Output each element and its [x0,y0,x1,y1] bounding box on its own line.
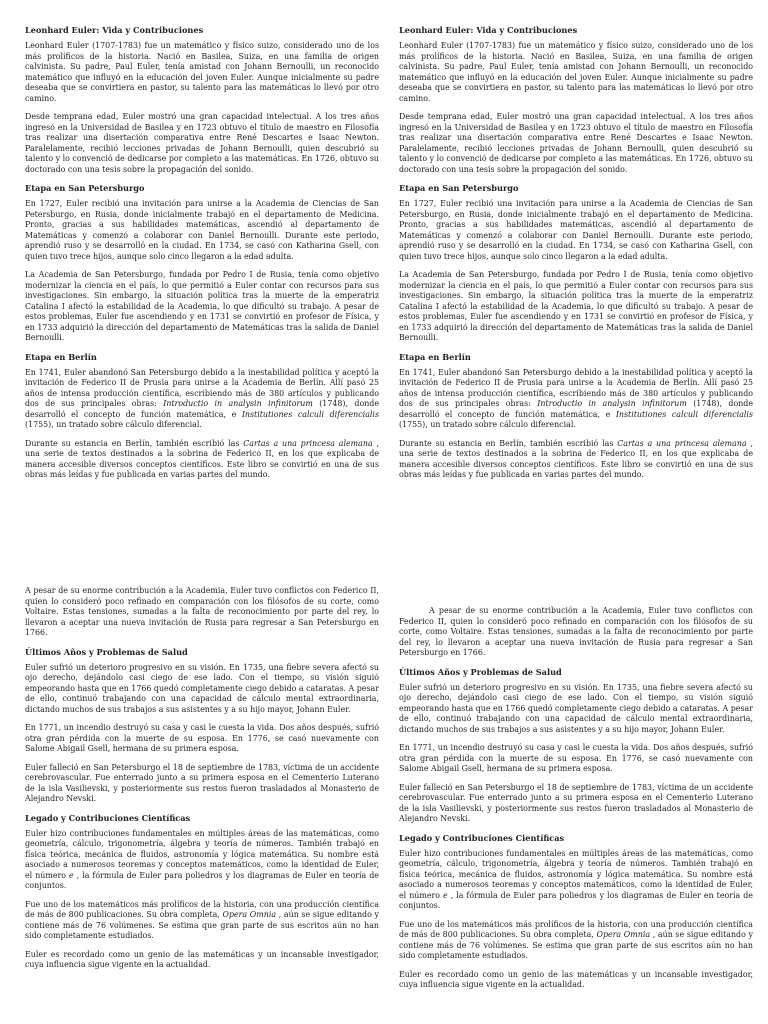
document-title: Leonhard Euler: Vida y Contribuciones [399,25,578,35]
section-heading: Últimos Años y Problemas de Salud [25,646,188,657]
document-title: Leonhard Euler: Vida y Contribuciones [25,25,204,35]
section-heading: Etapa en Berlín [25,351,97,362]
book-title: Institutiones calculi diferencialis [241,409,380,419]
paragraph: En 1771, un incendio destruyó su casa y casi le cuesta la vida. Dos años después, sufrió otra gran pérdida con la muerte de su esposa. En 1776, se casó nuevamente con Salome Abigail Gsell, hermana de su primera esposa. [399,743,753,773]
book-title: Cartas a una princesa alemana [243,438,373,448]
book-title: Opera Omnia [222,910,277,919]
text-run: Durante su estancia en Berlín, también escribió las [399,438,618,448]
text-run: (1748), donde desarrolló el concepto de función matemática, e [25,399,379,419]
paragraph [399,439,753,481]
paragraph: Euler sufrió un deterioro progresivo en su visión. En 1735, una fiebre severa afectó su ojo derecho, dejándolo casi ciego de ese lado. Con el tiempo, su visión siguió empeorando hasta que en 1766 quedó completamente ciego debido a cataratas. A pesar de ello, continuó trabajando con una capacidad de cálculo mental extraordinaria, dictando muchos de sus trabajos a sus asistentes y a su hijo mayor, Johann Euler. [25,662,379,714]
paragraph: Euler es recordado como un genio de las matemáticas y un incansable investigador, cuya influencia sigue vigente en la actualidad. [25,949,379,969]
text-run: En 1741, Euler abandonó San Petersburgo debido a la inestabilidad política y aceptó la invitación de Federico II de Prusia para unirse a la Academia de Berlín. Allí pasó 25 años de intensa producción científica, escribiendo más de 380 artículos y publicando dos de sus principales obras: [399,367,753,408]
text-run: Fue uno de los matemáticos más prolíficos de la historia, con una producción científica de más de 800 publicaciones. Su obra completa, [399,919,753,939]
math-symbol: e [443,890,448,900]
math-symbol: e [69,870,74,880]
text-run: (1755), un tratado sobre cálculo diferencial. [399,420,576,429]
section-heading: Legado y Contribuciones Científicas [25,812,191,823]
paragraph: Euler falleció en San Petersburgo el 18 de septiembre de 1783, víctima de un accidente cerebrovascular. Fue enterrado junto a su primera esposa en el Cementerio Luterano de la isla Vasilievski, y posteriormente sus restos fueron trasladados al Monasterio de Alejandro Nevski. [399,782,753,823]
document-column-top-right [399,25,753,489]
book-title: Cartas a una princesa alemana [617,438,747,448]
text-run: Euler hizo contribuciones fundamentales en múltiples áreas de las matemáticas, como geometría, cálculo, trigonometría, álgebra y teoría de números. También trabajó en física teórica, mecánica de fluidos, astronomía y lógica matemática. Su nombre está asociado a numerosos teoremas y conceptos matemáticos, como la identidad de Euler, el número [25,828,379,880]
section-heading: Legado y Contribuciones Científicas [399,832,565,843]
paragraph: En 1771, un incendio destruyó su casa y casi le cuesta la vida. Dos años después, sufrió otra gran pérdida con la muerte de su esposa. En 1776, se casó nuevamente con Salome Abigail Gsell, hermana de su primera esposa. [25,723,379,753]
document-column-bottom-left [25,586,379,979]
paragraph: Leonhard Euler (1707-1783) fue un matemático y físico suizo, considerado uno de los más prolíficos de la historia. Nació en Basilea, Suiza, en una familia de origen calvinista. Su padre, Paul Euler, tenía amistad con Johann Bernoulli, un reconocido matemático que influyó en la educación del joven Euler. Aunque inicialmente su padre deseaba que se convirtiera en pastor, su talento para las matemáticas lo llevó por otro camino. [399,41,753,103]
paragraph: La Academia de San Petersburgo, fundada por Pedro I de Rusia, tenía como objetivo modernizar la ciencia en el país, lo que permitió a Euler contar con recursos para sus investigaciones. Sin embargo, la situación política tras la muerte de la emperatriz Catalina I afectó la estabilidad de la Academia, lo que dificultó su trabajo. A pesar de estos problemas, Euler fue ascendiendo y en 1731 se convirtió en profesor de Física, y en 1733 adquirió la dirección del departamento de Matemáticas tras la salida de Daniel Bernoulli. [399,270,753,342]
paragraph: Euler sufrió un deterioro progresivo en su visión. En 1735, una fiebre severa afectó su ojo derecho, dejándolo casi ciego de ese lado. Con el tiempo, su visión siguió empeorando hasta que en 1766 quedó completamente ciego debido a cataratas. A pesar de ello, continuó trabajando con una capacidad de cálculo mental extraordinaria, dictando muchos de sus trabajos a sus asistentes y a su hijo mayor, Johann Euler. [399,682,753,734]
book-title: Opera Omnia [596,930,651,939]
text-run: Fue uno de los matemáticos más prolíficos de la historia, con una producción científica de más de 800 publicaciones. Su obra completa, [25,899,379,919]
section-heading: Etapa en San Petersburgo [399,183,519,193]
paragraph: A pesar de su enorme contribución a la Academia, Euler tuvo conflictos con Federico II, quien lo consideró poco refinado en comparación con los filósofos de su corte, como Voltaire. Estas tensiones, sumadas a la falta de reconocimiento por parte del rey, lo llevaron a aceptar una nueva invitación de Rusia para regresar a San Petersburgo en 1766. [25,586,379,637]
document-column-bottom-right [399,606,753,999]
text-run: , una serie de textos destinados a la sobrina de Federico II, en los que explicaba de manera accesible diversos conceptos científicos. Este libro se convirtió en una de sus obras más leídas y fue publicada en varias partes del mundo. [399,438,753,479]
paragraph [25,368,379,431]
text-run: , aún se sigue editando y contiene más de 76 volúmenes. Se estima que gran parte de sus escritos aún no han sido completamente estudiados. [25,910,379,940]
paragraph: En 1727, Euler recibió una invitación para unirse a la Academia de Ciencias de San Petersburgo, en Rusia, donde inicialmente trabajó en el departamento de Medicina. Pronto, gracias a sus habilidades matemáticas, ascendió al departamento de Matemáticas y comenzó a colaborar con Daniel Bernoulli. Durante este periodo, aprendió ruso y se desarrolló en la ciudad. En 1734, se casó con Katharina Gsell, con quien tuvo trece hijos, aunque solo cinco llegaron a la edad adulta. [399,199,753,261]
paragraph: Euler falleció en San Petersburgo el 18 de septiembre de 1783, víctima de un accidente cerebrovascular. Fue enterrado junto a su primera esposa en el Cementerio Luterano de la isla Vasilievski, y posteriormente sus restos fueron trasladados al Monasterio de Alejandro Nevski. [25,762,379,803]
book-title: Institutiones calculi diferencialis [615,409,754,419]
paragraph [25,439,379,481]
text-run: Durante su estancia en Berlín, también escribió las [25,438,244,448]
text-run: En 1741, Euler abandonó San Petersburgo debido a la inestabilidad política y aceptó la invitación de Federico II de Prusia para unirse a la Academia de Berlín. Allí pasó 25 años de intensa producción científica, escribiendo más de 380 artículos y publicando dos de sus principales obras: [25,367,379,408]
document-column-top-left [25,25,379,489]
paragraph [25,829,379,892]
paragraph: Desde temprana edad, Euler mostró una gran capacidad intelectual. A los tres años ingresó en la Universidad de Basilea y en 1723 obtuvo el título de maestro en Filosofía tras realizar una disertación comparativa entre René Descartes e Isaac Newton. Paralelamente, recibió lecciones privadas de Johann Bernoulli, quien descubrió su talento y lo convenció de dedicarse por completo a las matemáticas. En 1726, obtuvo su doctorado con una tesis sobre la propagación del sonido. [25,112,379,174]
paragraph: En 1727, Euler recibió una invitación para unirse a la Academia de Ciencias de San Petersburgo, en Rusia, donde inicialmente trabajó en el departamento de Medicina. Pronto, gracias a sus habilidades matemáticas, ascendió al departamento de Matemáticas y comenzó a colaborar con Daniel Bernoulli. Durante este periodo, aprendió ruso y se desarrolló en la ciudad. En 1734, se casó con Katharina Gsell, con quien tuvo trece hijos, aunque solo cinco llegaron a la edad adulta. [25,199,379,261]
section-heading: Etapa en Berlín [399,351,471,362]
text-run: , la fórmula de Euler para poliedros y los diagramas de Euler en teoría de conjuntos. [25,870,379,890]
text-run: (1755), un tratado sobre cálculo diferencial. [25,420,202,429]
paragraph [25,900,379,942]
text-run: (1748), donde desarrolló el concepto de función matemática, e [399,399,753,419]
section-heading: Últimos Años y Problemas de Salud [399,666,562,677]
paragraph [399,920,753,962]
book-title: Introductio in analysin infinitorum [163,399,313,408]
text-run: , una serie de textos destinados a la sobrina de Federico II, en los que explicaba de manera accesible diversos conceptos científicos. Este libro se convirtió en una de sus obras más leídas y fue publicada en varias partes del mundo. [25,438,379,479]
paragraph: Euler es recordado como un genio de las matemáticas y un incansable investigador, cuya influencia sigue vigente en la actualidad. [399,969,753,989]
paragraph [399,368,753,431]
paragraph: A pesar de su enorme contribución a la Academia, Euler tuvo conflictos con Federico II, quien lo consideró poco refinado en comparación con los filósofos de su corte, como Voltaire. Estas tensiones, sumadas a la falta de reconocimiento por parte del rey, lo llevaron a aceptar una nueva invitación de Rusia para regresar a San Petersburgo en 1766. [399,606,753,657]
paragraph: La Academia de San Petersburgo, fundada por Pedro I de Rusia, tenía como objetivo modernizar la ciencia en el país, lo que permitió a Euler contar con recursos para sus investigaciones. Sin embargo, la situación política tras la muerte de la emperatriz Catalina I afectó la estabilidad de la Academia, lo que dificultó su trabajo. A pesar de estos problemas, Euler fue ascendiendo y en 1731 se convirtió en profesor de Física, y en 1733 adquirió la dirección del departamento de Matemáticas tras la salida de Daniel Bernoulli. [25,270,379,342]
paragraph: Desde temprana edad, Euler mostró una gran capacidad intelectual. A los tres años ingresó en la Universidad de Basilea y en 1723 obtuvo el título de maestro en Filosofía tras realizar una disertación comparativa entre René Descartes e Isaac Newton. Paralelamente, recibió lecciones privadas de Johann Bernoulli, quien descubrió su talento y lo convenció de dedicarse por completo a las matemáticas. En 1726, obtuvo su doctorado con una tesis sobre la propagación del sonido. [399,112,753,174]
paragraph [399,849,753,912]
text-run: , la fórmula de Euler para poliedros y los diagramas de Euler en teoría de conjuntos. [399,890,753,910]
book-title: Introductio in analysin infinitorum [537,399,687,408]
paragraph: Leonhard Euler (1707-1783) fue un matemático y físico suizo, considerado uno de los más prolíficos de la historia. Nació en Basilea, Suiza, en una familia de origen calvinista. Su padre, Paul Euler, tenía amistad con Johann Bernoulli, un reconocido matemático que influyó en la educación del joven Euler. Aunque inicialmente su padre deseaba que se convirtiera en pastor, su talento para las matemáticas lo llevó por otro camino. [25,41,379,103]
text-run: , aún se sigue editando y contiene más de 76 volúmenes. Se estima que gran parte de sus escritos aún no han sido completamente estudiados. [399,930,753,960]
section-heading: Etapa en San Petersburgo [25,183,145,193]
text-run: Euler hizo contribuciones fundamentales en múltiples áreas de las matemáticas, como geometría, cálculo, trigonometría, álgebra y teoría de números. También trabajó en física teórica, mecánica de fluidos, astronomía y lógica matemática. Su nombre está asociado a numerosos teoremas y conceptos matemáticos, como la identidad de Euler, el número [399,848,753,900]
